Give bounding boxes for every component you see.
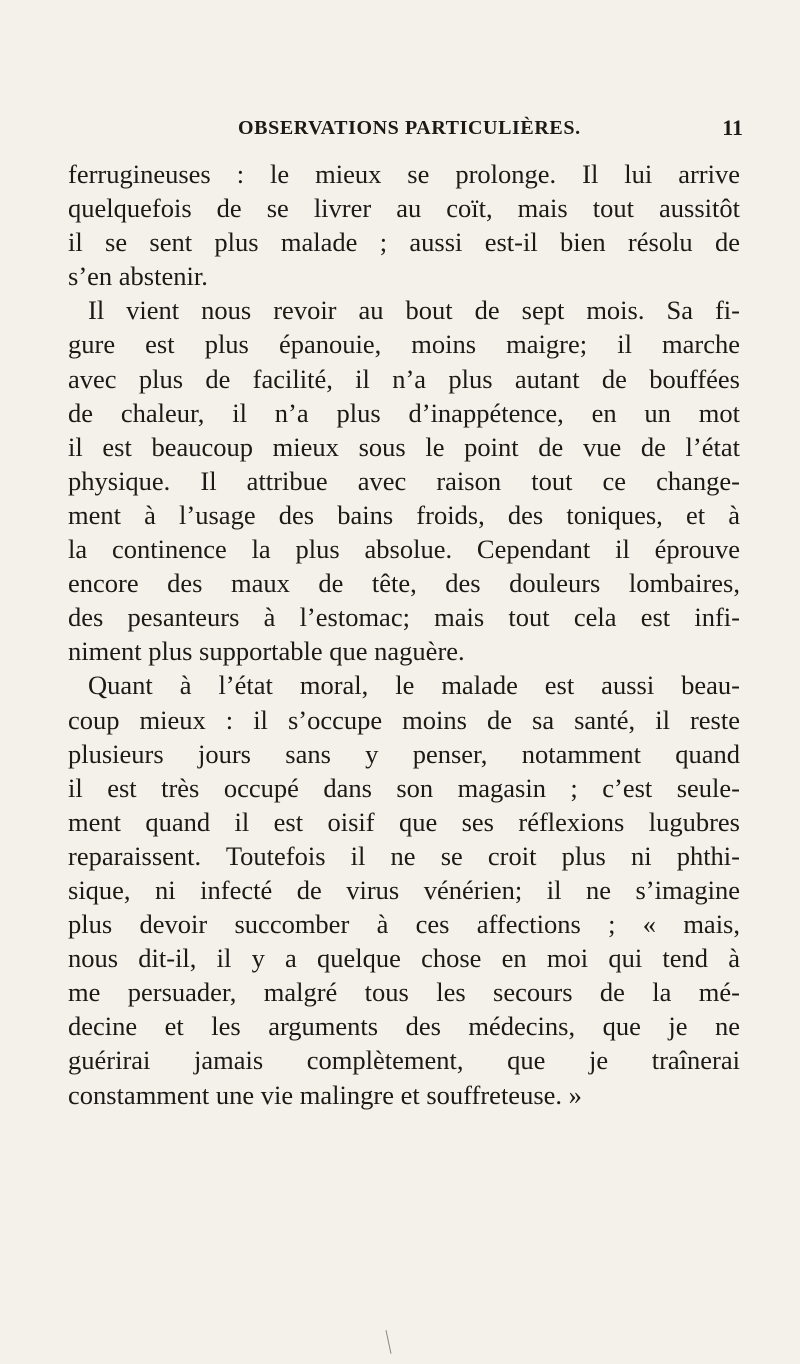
text-line: niment plus supportable que naguère. bbox=[68, 636, 465, 667]
text-line: ferrugineuses : le mieux se prolonge. Il lui arrive bbox=[68, 159, 740, 189]
text-line: constamment une vie malingre et souffreteuse. » bbox=[68, 1079, 582, 1110]
text-line: quelquefois de se livrer au coït, mais tout aussitôt bbox=[68, 193, 740, 224]
text-line: il est beaucoup mieux sous le point de vue de l’état bbox=[68, 431, 740, 462]
text-line: ment quand il est oisif que ses réflexions lugubres bbox=[68, 806, 740, 837]
text-line: ment à l’usage des bains froids, des toniques, et à bbox=[68, 499, 740, 530]
running-head bbox=[100, 113, 745, 143]
text-line: il se sent plus malade ; aussi est-il bien résolu de bbox=[68, 227, 740, 258]
text-line: la continence la plus absolue. Cependant il éprouve bbox=[68, 534, 740, 565]
text-line: Quant à l’état moral, le malade est aussi beau- bbox=[88, 670, 740, 701]
body-text bbox=[68, 157, 740, 1112]
text-line: decine et les arguments des médecins, que je ne bbox=[68, 1011, 740, 1042]
text-line: me persuader, malgré tous les secours de la mé- bbox=[68, 977, 740, 1008]
text-line: sique, ni infecté de virus vénérien; il ne s’imagine bbox=[68, 874, 740, 905]
text-line: s’en abstenir. bbox=[68, 261, 208, 292]
running-title: OBSERVATIONS PARTICULIÈRES. bbox=[238, 117, 581, 139]
text-line: reparaissent. Toutefois il ne se croit plus ni phthi- bbox=[68, 840, 740, 871]
text-line: encore des maux de tête, des douleurs lombaires, bbox=[68, 568, 740, 599]
text-line: coup mieux : il s’occupe moins de sa santé, il reste bbox=[68, 704, 740, 735]
text-line: de chaleur, il n’a plus d’inappétence, en un mot bbox=[68, 397, 740, 428]
text-line: Il vient nous revoir au bout de sept mois. Sa fi- bbox=[88, 295, 740, 326]
pencil-mark bbox=[386, 1330, 392, 1354]
text-line: gure est plus épanouie, moins maigre; il marche bbox=[68, 329, 740, 360]
text-line: plusieurs jours sans y penser, notamment quand bbox=[68, 738, 740, 769]
text-line: physique. Il attribue avec raison tout ce change- bbox=[68, 465, 740, 496]
text-line: nous dit-il, il y a quelque chose en moi qui tend à bbox=[68, 943, 740, 974]
text-line: il est très occupé dans son magasin ; c’est seule- bbox=[68, 772, 740, 803]
text-line: plus devoir succomber à ces affections ; « mais, bbox=[68, 909, 740, 940]
page-number: 11 bbox=[722, 115, 743, 140]
text-line: avec plus de facilité, il n’a plus autant de bouffées bbox=[68, 363, 740, 394]
text-line: guérirai jamais complètement, que je traînerai bbox=[68, 1045, 740, 1076]
text-line: des pesanteurs à l’estomac; mais tout cela est infi- bbox=[68, 602, 740, 633]
